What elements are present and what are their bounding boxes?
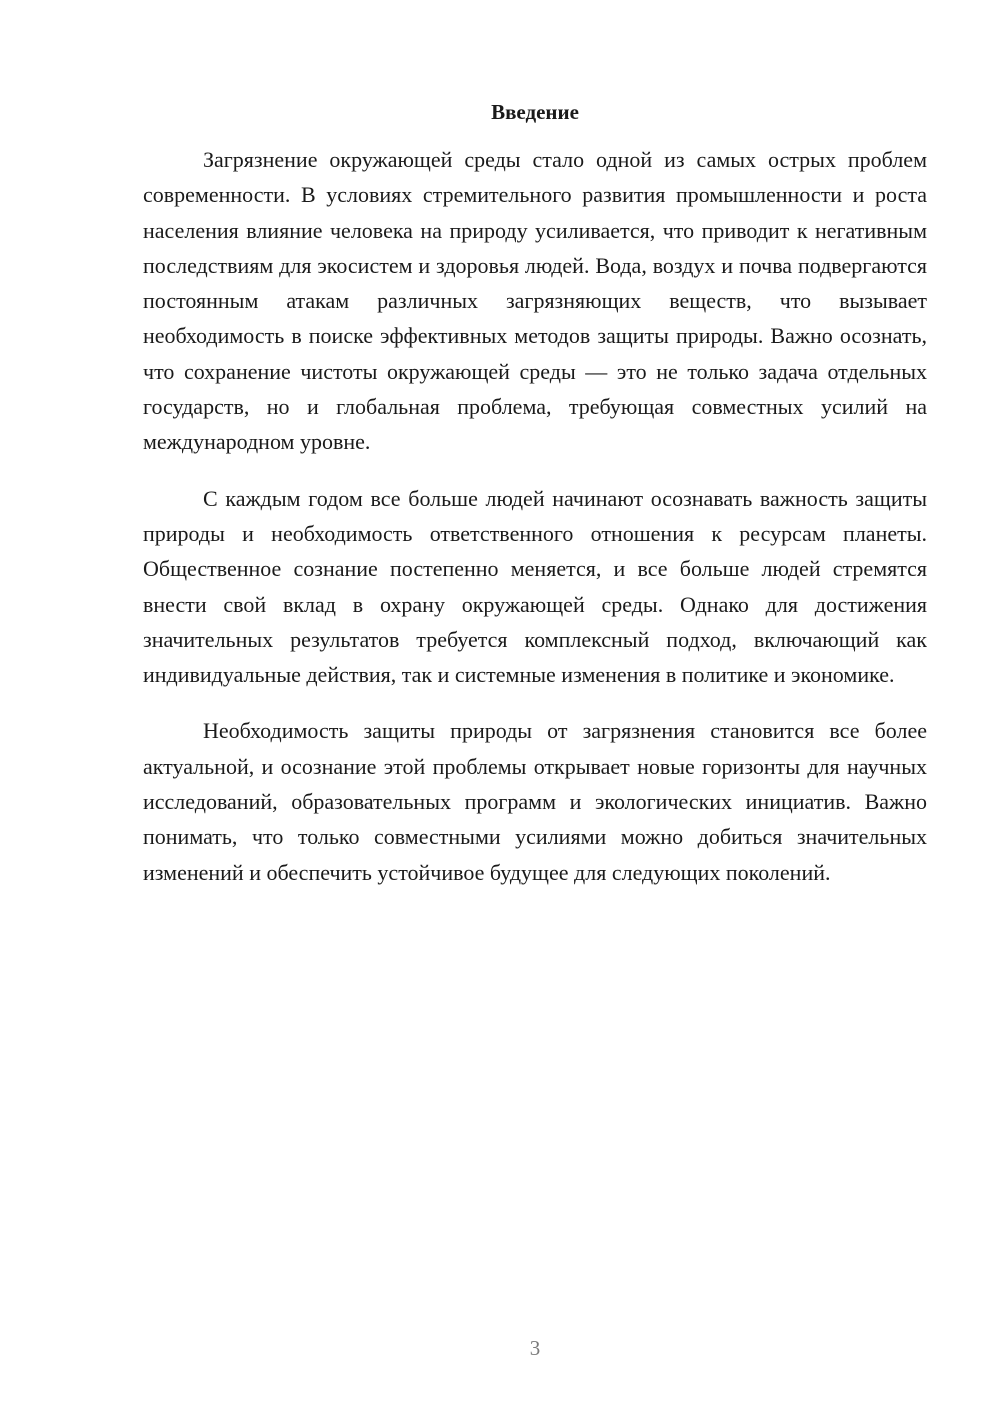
section-heading: Введение — [491, 100, 579, 124]
paragraph-1: Загрязнение окружающей среды стало одной из самых острых проблем современности. В условиях стремительного развития промышленности и роста населения влияние человека на природу усиливается, что приводит к негативным последствиям для экосистем и здоровья людей. Вода, воздух и почва подвергаются постоянным атакам различных загрязняющих веществ, что вызывает необходимость в поиске эффективных методов защиты природы. Важно осознать, что сохранение чистоты окружающей среды — это не только задача отдельных государств, но и глобальная проблема, требующая совместных усилий на международном уровне. — [143, 147, 927, 455]
paragraph-2: С каждым годом все больше людей начинают осознавать важность защиты природы и необходимость ответственного отношения к ресурсам планеты. Общественное сознание постепенно меняется, и все больше людей стремятся внести свой вклад в охрану окружающей среды. Однако для достижения значительных результатов требуется комплексный подход, включающий как индивидуальные действия, так и системные изменения в политике и экономике. — [143, 485, 927, 688]
paragraph-3: Необходимость защиты природы от загрязнения становится все более актуальной, и осознание этой проблемы открывает новые горизонты для научных исследований, образовательных программ и экологических инициатив. Важно понимать, что только совместными усилиями можно добиться значительных изменений и обеспечить устойчивое будущее для следующих поколений. — [143, 718, 927, 885]
body-text — [143, 142, 927, 911]
page-number: 3 — [529, 1336, 541, 1360]
